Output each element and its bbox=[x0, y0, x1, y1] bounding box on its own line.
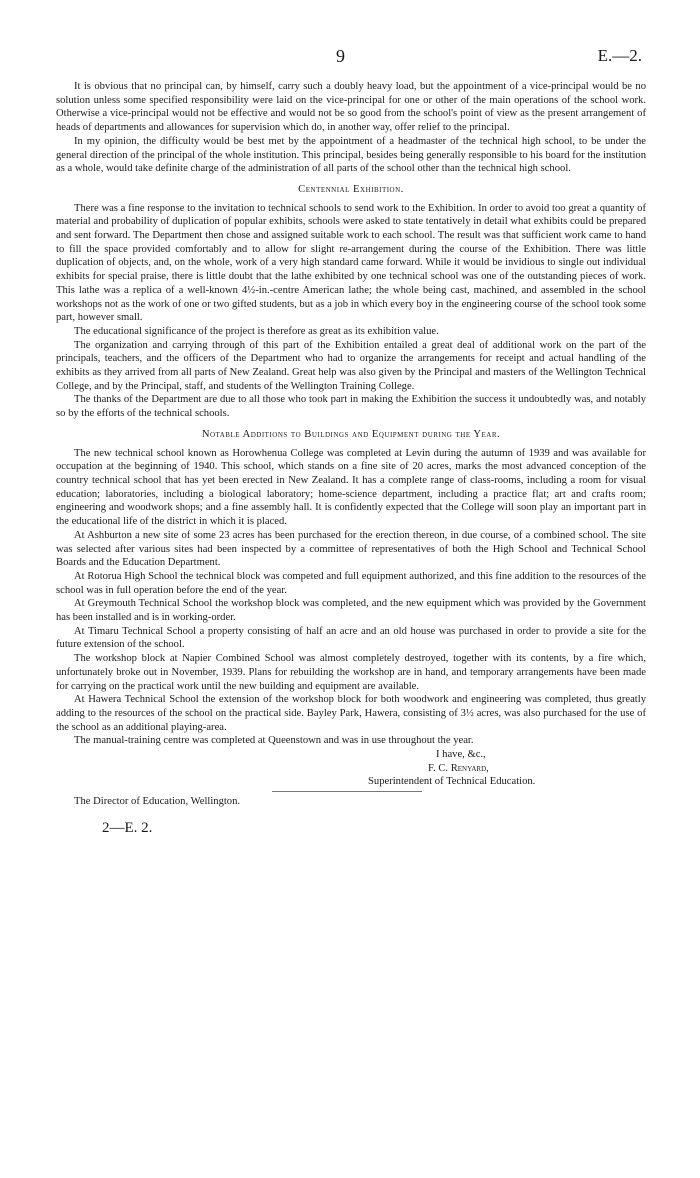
page-number: 9 bbox=[336, 46, 345, 66]
paragraph: At Ashburton a new site of some 23 acres has been purchased for the erection thereon, in due course, of a combined school. The site was selected after various sites had been inspected by a committee of representatives of both the High School and Technical School Boards and the Education Department. bbox=[56, 529, 646, 569]
paragraph: At Timaru Technical School a property consisting of half an acre and an old house was purchased in order to provide a site for the future extension of the school. bbox=[56, 625, 646, 651]
paragraph: The thanks of the Department are due to all those who took part in making the Exhibition the success it undoubtedly was, and notably so by the efforts of the technical schools. bbox=[56, 394, 646, 420]
paragraph: It is obvious that no principal can, by himself, carry such a doubly heavy load, but the appointment of a vice-principal would be no solution unless some specified responsibility were laid on the vice-principal for one or other of the main operations of the school work. Otherwise a vice-principal would not be effective and would not be so good from the school's point of view as the present arrangement of heads of departments and allowances for supervision which do, in another way, offer relief to the principal. bbox=[56, 81, 646, 134]
report-reference: E.—2. bbox=[597, 46, 642, 65]
divider-rule bbox=[272, 791, 422, 792]
paragraph: There was a fine response to the invitation to technical schools to send work to the Exhibition. In order to avoid too great a quantity of material and probability of duplication of popular exhibits, schools were asked to state tentatively in detail what exhibits could be prepared and sent forward. The Department then chose and assigned suitable work to each school. The result was that sufficient work came to hand to fill the space provided comfortably and to allow for slight re-arrangement during the course of the Exhibition. There was little duplication of objects, and, on the whole, work of a very high standard came forward. While it would be invidious to single out individual exhibits for special praise, there is little doubt that the lathe exhibited by one technical school was one of the outstanding pieces of work. This lathe was a replica of a well-known 4½-in.-centre American lathe; the whole being cast, machined, and assembled in the school workshops not as the work of one or two gifted students, but as a job in which every boy in the engineering course of the school took some part, however small. bbox=[56, 202, 646, 324]
signatory-name-text: F. C. Renyard, bbox=[428, 762, 489, 774]
paragraph: The manual-training centre was completed at Queenstown and was in use throughout the year. bbox=[74, 735, 474, 747]
paragraph: At Greymouth Technical School the workshop block was completed, and the new equipment which was provided by the Government has been installed and is in working-order. bbox=[56, 598, 646, 624]
paragraph: The workshop block at Napier Combined School was almost completely destroyed, together with its contents, by a fire which, unfortunately broke out in November, 1939. Plans for rebuilding the workshop are in hand, and temporary arrangements have been made for carrying on the practical work until the new building and equipment are available. bbox=[56, 653, 646, 692]
letter-closing bbox=[56, 748, 646, 809]
addressee: The Director of Education, Wellington. bbox=[74, 796, 241, 808]
paragraph: The new technical school known as Horowhenua College was completed at Levin during the autumn of 1939 and was available for occupation at the beginning of 1940. This school, which stands on a fine site of 20 acres, marks the most advanced conception of the country technical school that has yet been erected in New Zealand. It has a complete range of class-rooms, including a room for visual education; laboratories, including a biological laboratory; home-science department, including a practice flat; art and crafts room; engineering and woodwork shops; and a fine assembly hall. It is confidently expected that the College will soon play an important part in the educational life of the district in which it is placed. bbox=[56, 447, 646, 528]
report-body bbox=[56, 80, 646, 809]
paragraph: The educational significance of the project is therefore as great as its exhibition value. bbox=[74, 325, 439, 337]
paragraph: In my opinion, the difficulty would be best met by the appointment of a headmaster of the technical high school, to be under the general direction of the principal of the whole institution. This principal, besides being generally responsible to his board for the institution as a whole, would take definite charge of the administration of all parts of the school other than the technical high school. bbox=[56, 135, 646, 175]
paragraph: At Rotorua High School the technical block was competed and full equipment authorized, and this fine addition to the resources of the school was in full operation before the end of the year. bbox=[56, 570, 646, 596]
section-heading-notable-additions: Notable Additions to Buildings and Equipment during the Year. bbox=[201, 428, 501, 440]
salutation: I have, &c., bbox=[436, 749, 486, 761]
section-heading-centennial-exhibition: Centennial Exhibition. bbox=[298, 183, 404, 195]
signatory-title: Superintendent of Technical Education. bbox=[368, 776, 536, 788]
signature-mark: 2—E. 2. bbox=[102, 820, 153, 836]
paragraph: The organization and carrying through of this part of the Exhibition entailed a great deal of additional work on the part of the principals, teachers, and the officers of the Department who had to organize the arrangements for receipt and actual handling of the exhibits as they arrived from all parts of New Zealand. Great help was also given by the Principal and masters of the Wellington Technical College, and by the Principal, staff, and students of the Wellington Training College. bbox=[56, 339, 646, 392]
paragraph: At Hawera Technical School the extension of the workshop block for both woodwork and engineering was completed, thus greatly adding to the resources of the school on the practical side. Bayley Park, Hawera, consisting of 3½ acres, was also purchased for the use of the school as an additional playing-area. bbox=[56, 694, 646, 733]
signatory-name bbox=[56, 762, 646, 776]
